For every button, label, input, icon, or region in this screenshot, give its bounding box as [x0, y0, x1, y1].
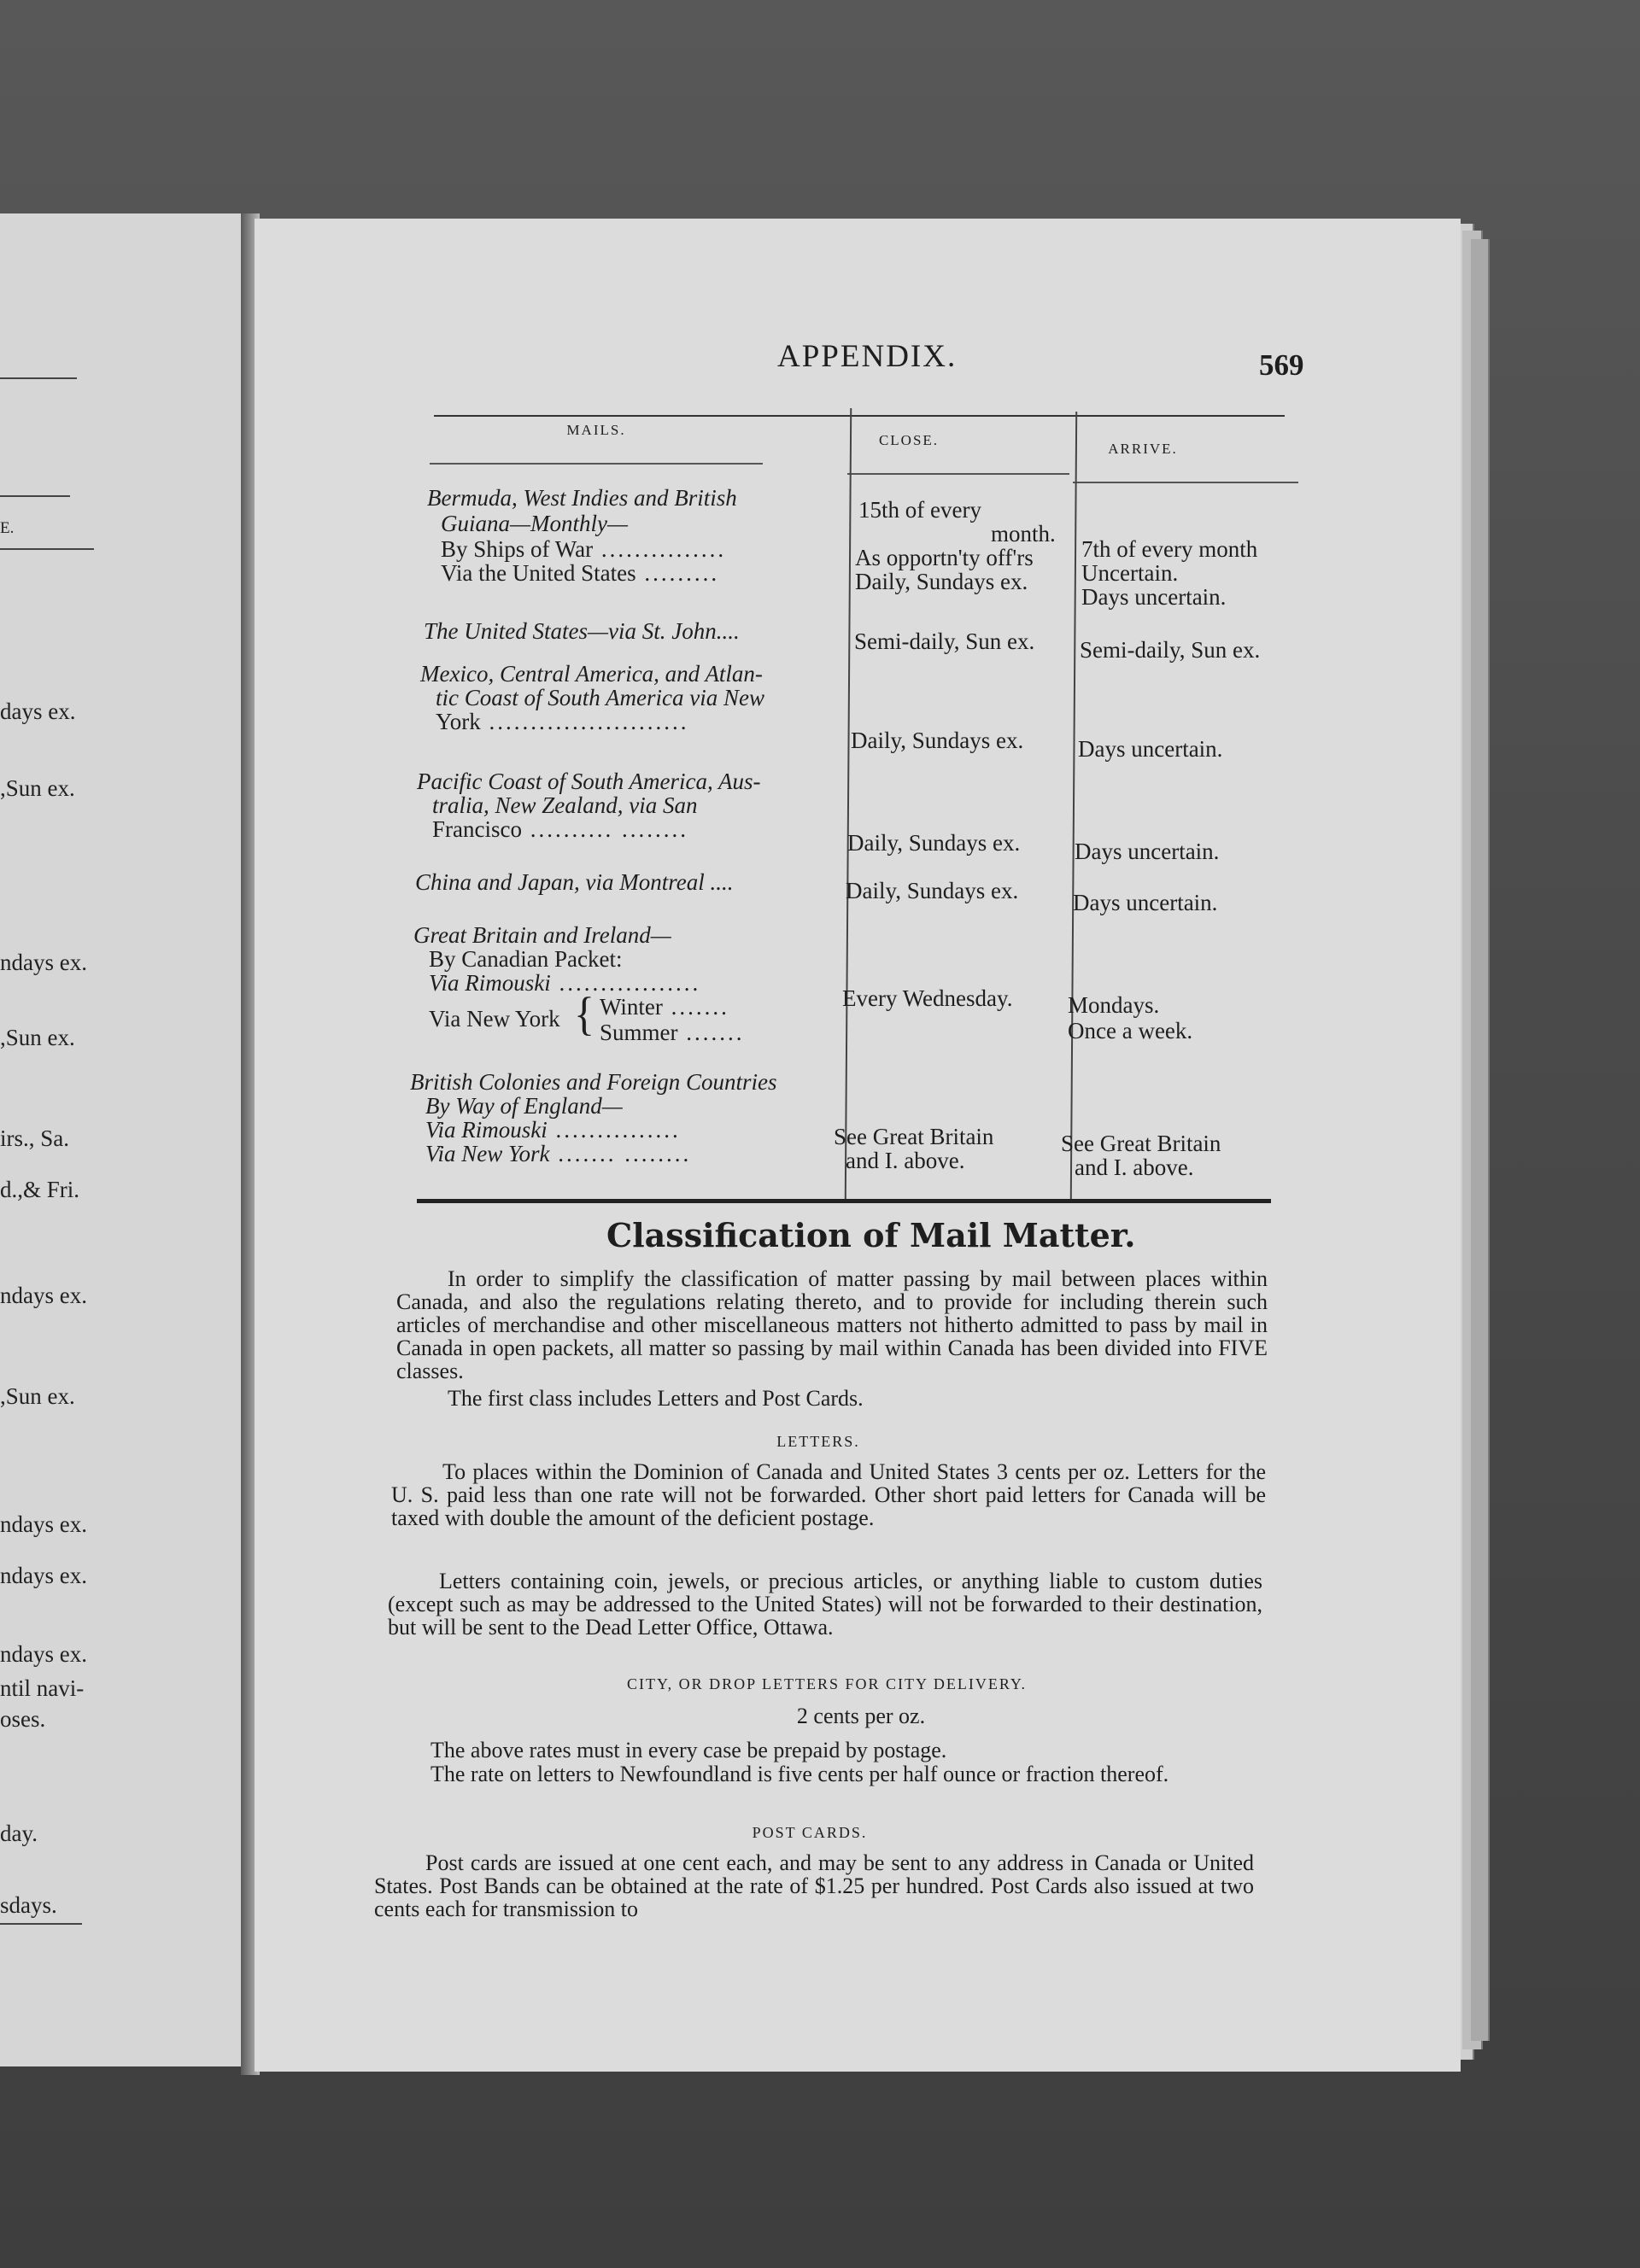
leader-dots: ............... — [593, 536, 727, 562]
arrive-cell: 7th of every month — [1081, 536, 1258, 562]
mail-line: Summer — [600, 1020, 678, 1045]
city-paragraph: The rate on letters to Newfoundland is five cents per half ounce or fraction thereof. — [430, 1762, 1169, 1786]
arrive-cell: Once a week. — [1068, 1018, 1193, 1043]
post-cards-heading: POST CARDS. — [752, 1824, 868, 1841]
mail-line: tic Coast of South America via New — [436, 685, 764, 710]
column-divider — [845, 408, 852, 1202]
close-cell: and I. above. — [846, 1148, 965, 1173]
mail-line: By Canadian Packet: — [429, 946, 623, 972]
leader-dots: ............... — [547, 1117, 681, 1143]
mail-line: tralia, New Zealand, via San — [432, 792, 698, 818]
leader-dots: .......... ........ — [521, 816, 688, 842]
arrive-cell: Days uncertain. — [1081, 584, 1227, 610]
letters-heading: LETTERS. — [776, 1433, 860, 1450]
first-class-paragraph: The first class includes Letters and Post Cards. — [448, 1386, 864, 1411]
left-rule — [0, 548, 94, 550]
mail-line: Bermuda, West Indies and British — [427, 485, 737, 511]
city-rate: 2 cents per oz. — [796, 1704, 926, 1728]
city-letters-heading: CITY, OR DROP LETTERS FOR CITY DELIVERY. — [626, 1675, 1028, 1692]
mail-line: Via Rimouski — [429, 970, 551, 996]
mail-line: Francisco — [432, 816, 522, 842]
leader-dots: ....... ........ — [549, 1141, 692, 1166]
mail-line: Great Britain and Ireland— — [413, 922, 671, 948]
mail-line: Via New York — [429, 1006, 560, 1032]
arrive-cell: Days uncertain. — [1078, 736, 1223, 762]
left-fragment: ,Sun ex. — [0, 1025, 75, 1050]
mail-line: Via the United States — [441, 560, 636, 586]
column-header-rule — [1073, 482, 1298, 483]
intro-paragraph: In order to simplify the classification of matter passing by mail between places within Canada, and also the regulations relating thereto, and to provide for including therein such articles of merchandise and other miscellaneous matters not hitherto admitted to pass by mail in Canada in open packets, all matter so passing by mail within Canada has been divided into FIVE classes. — [396, 1266, 1268, 1383]
arrive-cell: Days uncertain. — [1073, 890, 1218, 915]
left-fragment: ,Sun ex. — [0, 775, 75, 801]
page-edge — [1471, 239, 1490, 2041]
letters-paragraph: Letters containing coin, jewels, or precious articles, or anything liable to custom duties (except such as may be addressed to the United States) will not be forwarded to their destination, but will be sent to the Dead Letter Office, Ottawa. — [388, 1569, 1262, 1640]
mail-line: Via Rimouski — [425, 1117, 548, 1143]
left-fragment: ndays ex. — [0, 1511, 87, 1537]
book-page-569 — [255, 219, 1461, 2072]
left-fragment: oses. — [0, 1706, 46, 1732]
leader-dots: ........................ — [480, 709, 689, 734]
close-cell: Semi-daily, Sun ex. — [854, 628, 1035, 654]
left-rule — [0, 377, 77, 379]
left-rule — [0, 1923, 82, 1925]
city-paragraph: The above rates must in every case be prepaid by postage. — [430, 1738, 947, 1762]
left-fragment: ,Sun ex. — [0, 1383, 75, 1409]
running-head: APPENDIX. — [777, 339, 958, 374]
mail-line: Winter — [600, 994, 663, 1020]
mail-line: Pacific Coast of South America, Aus- — [417, 769, 761, 794]
arrive-cell: Days uncertain. — [1075, 839, 1220, 864]
mail-line: British Colonies and Foreign Countries — [410, 1069, 777, 1095]
left-fragment: ndays ex. — [0, 950, 87, 975]
table-bottom-rule — [417, 1199, 1271, 1203]
column-header-rule — [847, 473, 1069, 475]
close-cell: 15th of every — [858, 497, 981, 523]
close-cell: Daily, Sundays ex. — [847, 830, 1021, 856]
mail-line: By Ships of War — [441, 536, 594, 562]
brace: { — [574, 987, 594, 1040]
mail-line: Guiana—Monthly— — [441, 511, 628, 536]
left-fragment: E. — [0, 519, 15, 537]
arrive-cell: Mondays. — [1068, 992, 1160, 1018]
left-fragment: days ex. — [0, 699, 76, 724]
arrive-cell: Semi-daily, Sun ex. — [1080, 637, 1261, 663]
column-header-close: CLOSE. — [878, 432, 940, 448]
leader-dots: ....... — [662, 994, 729, 1020]
leader-dots: ......... — [636, 560, 720, 586]
letters-paragraph: To places within the Dominion of Canada and United States 3 cents per oz. Letters for the U. S. paid less than one rate will not be forwarded. Other short paid letters for Canada will be taxed with double the amount of the deficient postage. — [391, 1459, 1266, 1530]
close-cell: As opportn'ty off'rs — [855, 545, 1034, 570]
mail-line: By Way of England— — [425, 1093, 623, 1119]
close-cell: month. — [991, 521, 1056, 547]
left-rule — [0, 495, 70, 497]
mail-line: China and Japan, via Montreal .... — [415, 869, 734, 895]
section-title: Classification of Mail Matter. — [606, 1216, 1136, 1254]
mail-line: Mexico, Central America, and Atlan- — [420, 661, 763, 687]
leader-dots: ....... — [677, 1020, 745, 1045]
mail-line: York — [436, 709, 481, 734]
close-cell: See Great Britain — [834, 1124, 994, 1149]
arrive-cell: See Great Britain — [1061, 1131, 1221, 1156]
close-cell: Daily, Sundays ex. — [855, 569, 1028, 594]
left-fragment: sdays. — [0, 1892, 57, 1918]
column-divider — [1070, 412, 1077, 1199]
post-cards-paragraph: Post cards are issued at one cent each, and may be sent to any address in Canada or United States. Post Bands can be obtained at the rate of $1.25 per hundred. Post Cards also issued at two cents each for transmission to — [374, 1850, 1254, 1921]
left-fragment: day. — [0, 1821, 38, 1846]
leader-dots: ................. — [550, 970, 701, 996]
mail-line: The United States—via St. John.... — [424, 618, 740, 644]
left-fragment: ndays ex. — [0, 1563, 87, 1588]
left-fragment: ntil navi- — [0, 1675, 85, 1701]
close-cell: Daily, Sundays ex. — [851, 728, 1024, 753]
left-fragment: irs., Sa. — [0, 1125, 69, 1151]
left-fragment: d.,& Fri. — [0, 1177, 80, 1202]
mail-line: Via New York — [425, 1141, 550, 1166]
left-page — [0, 213, 246, 2066]
left-fragment: ndays ex. — [0, 1283, 87, 1308]
arrive-cell: Uncertain. — [1081, 560, 1179, 586]
arrive-cell: and I. above. — [1075, 1154, 1194, 1180]
close-cell: Every Wednesday. — [842, 985, 1013, 1011]
column-header-rule — [430, 463, 763, 465]
page-number: 569 — [1259, 348, 1304, 382]
column-header-arrive: ARRIVE. — [1108, 441, 1178, 457]
close-cell: Daily, Sundays ex. — [846, 878, 1019, 903]
left-fragment: ndays ex. — [0, 1641, 87, 1667]
header-rule — [434, 415, 1285, 417]
column-header-mails: MAILS. — [566, 422, 626, 438]
